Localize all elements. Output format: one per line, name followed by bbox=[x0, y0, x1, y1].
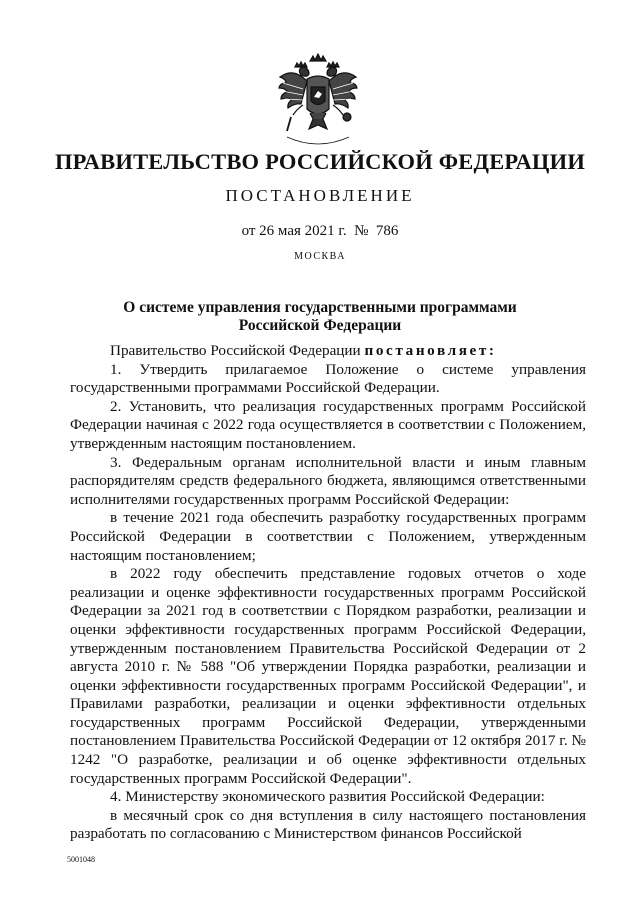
intro-text: Правительство Российской Федерации bbox=[110, 342, 361, 359]
footer-code: 5001048 bbox=[67, 855, 95, 864]
date-number-line bbox=[0, 223, 640, 240]
document-title bbox=[60, 299, 580, 334]
paragraph-4: 4. Министерству экономического развития Российской Федерации: bbox=[110, 788, 545, 806]
paragraph-4a: в месячный срок со дня вступления в силу настоящего постановления разработать по согласованию с Министерством финансов Российской bbox=[70, 806, 586, 843]
paragraph-3: 3. Федеральным органам исполнительной власти и иным главным распорядителям средств федерального бюджета, являющимся ответственными исполнителями государственных программ Российской Федерации: bbox=[70, 453, 586, 508]
city-name: МОСКВА bbox=[294, 251, 346, 262]
paragraph-2: 2. Установить, что реализация государственных программ Российской Федерации начиная с 2022 года осуществляется в соответствии с Положением, утвержденным настоящим постановлением. bbox=[70, 397, 586, 452]
title-line-1: О системе управления государственными программами bbox=[123, 299, 517, 316]
number-sign: № bbox=[354, 223, 369, 239]
title-line-2: Российской Федерации bbox=[238, 316, 402, 334]
document-type: ПОСТАНОВЛЕНИЕ bbox=[225, 186, 415, 205]
coat-of-arms-icon bbox=[277, 53, 359, 149]
paragraph-1: 1. Утвердить прилагаемое Положение о системе управления государственными программами Российской Федерации. bbox=[70, 360, 586, 397]
intro-verb: постановляет: bbox=[364, 342, 497, 359]
document-date: от 26 мая 2021 г. bbox=[241, 223, 347, 239]
document-body bbox=[70, 342, 586, 844]
document-number: 786 bbox=[375, 223, 399, 239]
government-title: ПРАВИТЕЛЬСТВО РОССИЙСКОЙ ФЕДЕРАЦИИ bbox=[54, 149, 586, 174]
paragraph-3b: в 2022 году обеспечить представление годовых отчетов о ходе реализации и оценке эффективности государственных программ Российской Федерации за 2021 год в соответствии с Порядком разработки, реализации и оценки эффективности государственных программ Российской Федерации, утвержденным постановлением Правительства Российской Федерации от 2 августа 2010 г. № 588 "Об утверждении Порядка разработки, реализации и оценки эффективности государственных программ Российской Федерации", и Правилами разработки, реализации и оценки эффективности отдельных государственных программ Российской Федерации, утвержденными постановлением Правительства Российской Федерации от 12 октября 2017 г. № 1242 "О разработке, реализации и об оценке эффективности отдельных государственных программ Российской Федерации". bbox=[70, 565, 586, 787]
intro-paragraph bbox=[70, 342, 586, 361]
paragraph-3a: в течение 2021 года обеспечить разработку государственных программ Российской Федерации в соответствии с Положением, утвержденным настоящим постановлением; bbox=[70, 509, 586, 564]
